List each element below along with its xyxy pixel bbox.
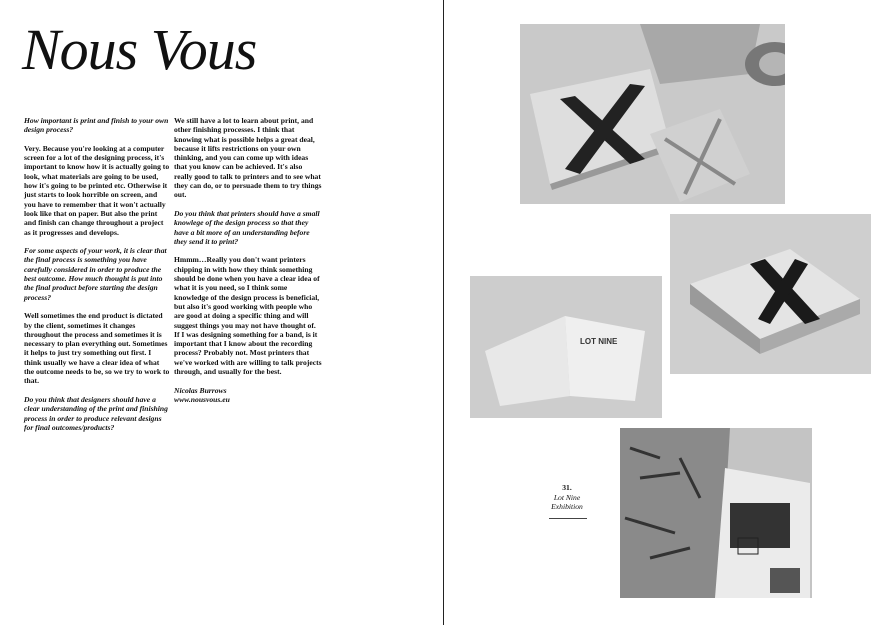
interview-column-1 xyxy=(24,116,170,441)
answer: Very. Because you're looking at a computer screen for a lot of the designing process, it's important to know how it is actually going to look, what materials are going to be used, how it's going to be printed etc. Otherwise it just starts to look horrible on screen, and you have to remember that it won't actually look like that on paper. But also the print and finish can change throughout a project as it progresses and develops. xyxy=(24,143,170,237)
page-title: Nous Vous xyxy=(22,17,257,82)
photo-book-stack xyxy=(670,214,871,374)
answer: Hmmm…Really you don't want printers chipping in with how they think something should be done when you have a clear idea of what it is you need, so I think some knowledge of the design process is beneficial, but also it's good working with people who are good at doing a specific thing and will suggest things you may not have thought of. If I was designing something for a band, is it important that I know about the recording process? Probably not. Most printers that we've worked with are willing to talk projects through, and usually for the best. xyxy=(174,255,322,377)
question: For some aspects of your work, it is clear that the final process is something you have carefully considered in order to produce the best outcome. How much thought is put into the final product before starting the design process? xyxy=(24,246,167,302)
caption-number: 31. xyxy=(562,483,572,492)
photo-open-book xyxy=(470,276,662,418)
caption-title: Lot Nine xyxy=(553,492,581,502)
interview-column-2 xyxy=(174,116,322,414)
question: Do you think that printers should have a small knowlege of the design process so that they have a bit more of an understanding before they send it to print? xyxy=(174,208,320,246)
caption-subtitle: Exhibition xyxy=(551,502,583,511)
photo-books-with-x xyxy=(520,24,785,204)
photo-caption xyxy=(540,483,594,512)
answer: We still have a lot to learn about print, and other finishing processes. I think that knowing what is possible helps a great deal, because it lifts restrictions on your own thinking, and you can come up with ideas that you know can be achieved. It's also really good to talk to printers and to see what they can do, or to persuade them to try things out. xyxy=(174,116,322,200)
page-gutter-divider xyxy=(443,0,444,625)
caption-rule xyxy=(549,518,587,519)
question: Do you think that designers should have a clear understanding of the print and finishing process in order to produce relevant designs for final outcomes/products? xyxy=(24,394,168,432)
signature-url: www.nousvous.eu xyxy=(174,394,230,404)
photo-illustrated-book xyxy=(620,428,812,598)
question: How important is print and finish to your own design process? xyxy=(24,116,169,135)
book-label: LOT NINE xyxy=(580,337,618,346)
answer: Well sometimes the end product is dictated by the client, sometimes it changes throughout the process and sometimes it is necessary to plan everything out. Sometimes it helps to just try something out first. I think usually we have a clear idea of what the outcome needs to be, so we try to work to that. xyxy=(24,311,170,386)
signature-name: Nicolas Burrows xyxy=(174,385,227,395)
